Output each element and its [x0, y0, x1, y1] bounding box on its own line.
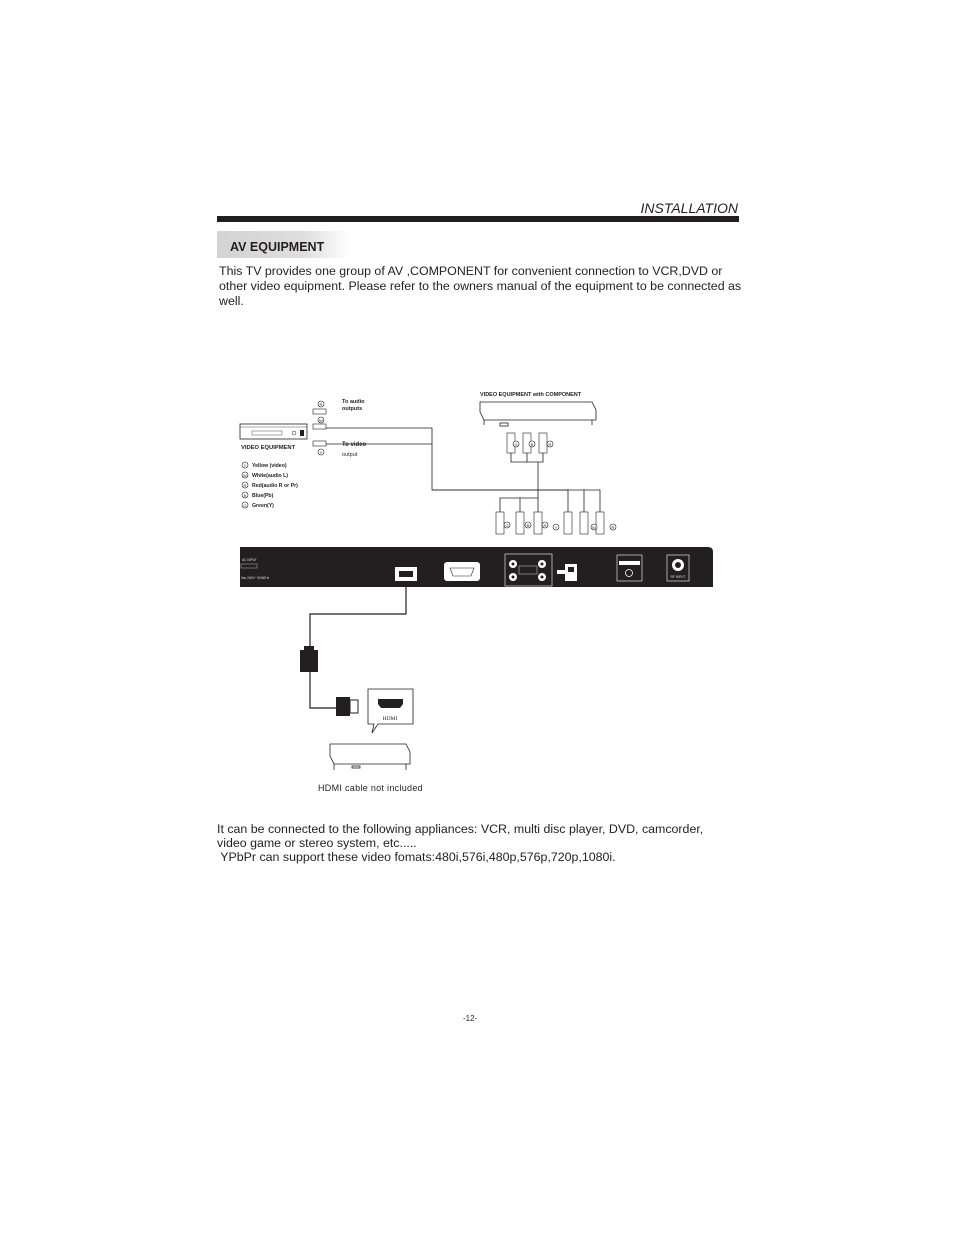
- vcr-jack-letter: R: [319, 402, 323, 407]
- appliances-line: video game or stereo system, etc.....: [217, 836, 417, 850]
- video-equipment-label: VIDEO EQUIPMENT: [241, 445, 296, 451]
- page-number: -12-: [463, 1014, 478, 1023]
- plug-letter: R: [611, 525, 615, 530]
- plug-letter: R: [548, 442, 552, 447]
- plug-letter: R: [543, 523, 547, 528]
- to-audio-label: To audio: [342, 399, 365, 405]
- hdmi-plug-icon: [300, 646, 358, 716]
- legend-letter: W: [243, 473, 247, 478]
- to-audio-label: outputs: [342, 406, 363, 412]
- legend-item: Yellow (video): [252, 463, 287, 469]
- vcr-output-jacks: [313, 401, 326, 455]
- appliances-line: YPbPr can support these video fomats:480i,576i,480p,576p,720p,1080i.: [217, 850, 616, 864]
- plug-letter: B: [530, 442, 534, 447]
- intro-paragraph: This TV provides one group of AV ,COMPONENT for convenient connection to VCR,DVD or other video equipment. Please refer to the owners manual of the equipment to be connected as well.: [219, 264, 742, 308]
- av-cable-lines: [326, 428, 600, 512]
- component-equipment-device: [480, 402, 596, 426]
- plug-letter: B: [526, 523, 530, 528]
- legend-item: Red(audio R or Pr): [252, 483, 298, 489]
- cable-color-legend: [242, 462, 298, 509]
- hdmi-cable-note: HDMI cable not included: [318, 783, 423, 793]
- plug-letter: W: [592, 525, 596, 530]
- hdmi-port-callout: [368, 689, 413, 733]
- component-cable-lines: [500, 453, 543, 512]
- ac-input-label: AC INPUT: [242, 558, 257, 562]
- appliances-paragraph: [217, 822, 747, 864]
- component-output-plugs: [507, 433, 553, 453]
- page-header-title: INSTALLATION: [640, 200, 738, 216]
- legend-letter: G: [243, 503, 247, 508]
- to-video-label: output: [342, 452, 358, 458]
- to-video-label: To video: [342, 442, 367, 448]
- vcr-jack-letter: Y: [319, 450, 323, 455]
- legend-letter: R: [243, 483, 247, 488]
- hdmi-callout-label: HDMI: [382, 716, 398, 722]
- legend-item: Green(Y): [252, 503, 274, 509]
- legend-letter: B: [243, 493, 247, 498]
- component-equipment-label: VIDEO EQUIPMENT with COMPONENT: [480, 392, 582, 398]
- legend-letter: Y: [243, 463, 247, 468]
- vcr-jack-letter: W: [319, 418, 323, 423]
- legend-item: White(audio L): [252, 473, 289, 479]
- plug-letter: G: [514, 442, 518, 447]
- video-equipment-device: [240, 424, 307, 439]
- tv-rear-panel: [240, 547, 713, 587]
- legend-item: Blue(Pb): [252, 493, 274, 499]
- tv-input-plugs: [496, 512, 616, 534]
- hdmi-source-device: [330, 744, 410, 770]
- appliances-line: It can be connected to the following appliances: VCR, multi disc player, DVD, camcorder,: [217, 822, 704, 836]
- section-heading: AV EQUIPMENT: [230, 240, 325, 254]
- plug-letter: G: [505, 523, 509, 528]
- rf-input-label: RF INPUT: [670, 575, 686, 579]
- ac-spec-label: Vac 240V~ 50/60Hz: [241, 576, 270, 580]
- plug-letter: Y: [554, 525, 558, 530]
